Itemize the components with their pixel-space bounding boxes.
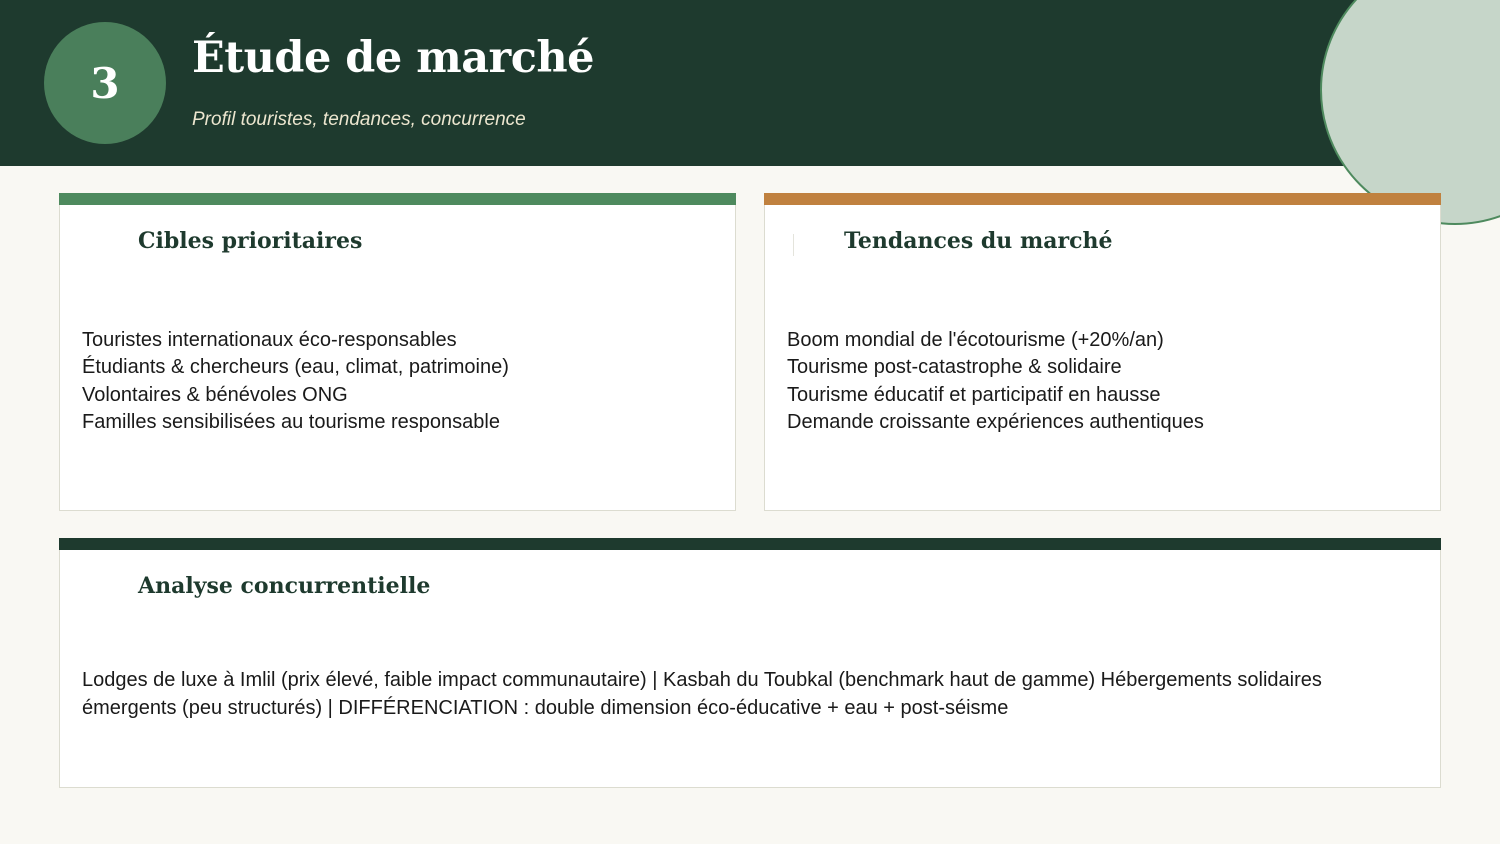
card-title: Analyse concurrentielle [138, 573, 431, 599]
divider [793, 234, 794, 256]
section-number-badge: 3 [44, 22, 166, 144]
trend-list [787, 327, 1204, 436]
card-competitive-analysis [59, 538, 1441, 788]
list-item: Demande croissante expériences authentiques [787, 410, 1204, 433]
list-item: Tourisme post-catastrophe & solidaire [787, 356, 1122, 379]
list-item: Étudiants & chercheurs (eau, climat, patrimoine) [82, 356, 509, 379]
list-item: Touristes internationaux éco-responsables [82, 329, 457, 351]
list-item: Familles sensibilisées au tourisme responsable [82, 410, 500, 433]
card-accent-bar [764, 193, 1441, 205]
decorative-circle [1320, 0, 1500, 166]
slide-title: Étude de marché [192, 33, 595, 83]
list-item: Tourisme éducatif et participatif en hausse [787, 383, 1161, 406]
target-list [82, 327, 509, 436]
list-item: Volontaires & bénévoles ONG [82, 383, 348, 406]
card-market-trends [764, 193, 1441, 511]
competition-text: Lodges de luxe à Imlil (prix élevé, faible impact communautaire) | Kasbah du Toubkal (benchmark haut de gamme) Hébergements solidaires émergents (peu structurés) | DIFFÉRENCIATION : double dimension éco-éducative + eau + post-séisme [82, 669, 1322, 719]
card-accent-bar [59, 193, 736, 205]
slide-header [0, 0, 1500, 166]
slide-subtitle: Profil touristes, tendances, concurrence [192, 109, 526, 130]
card-title: Tendances du marché [844, 228, 1113, 254]
list-item: Boom mondial de l'écotourisme (+20%/an) [787, 329, 1164, 351]
card-accent-bar [59, 538, 1441, 550]
card-title: Cibles prioritaires [138, 228, 363, 254]
card-target-audiences [59, 193, 736, 511]
